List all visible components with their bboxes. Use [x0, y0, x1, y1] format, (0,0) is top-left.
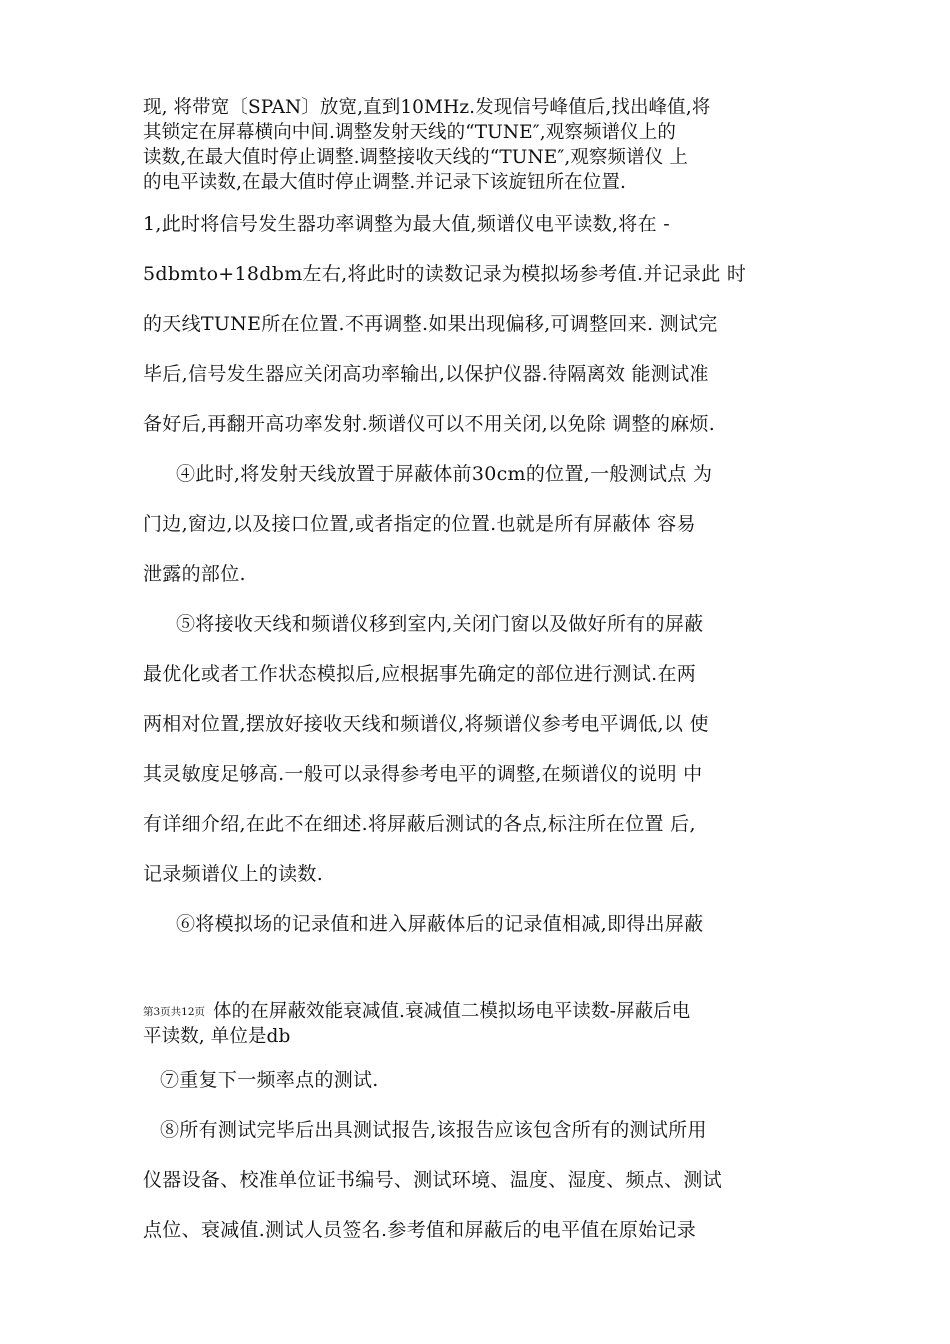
paragraph-5-line: 其灵敏度足够高.一般可以录得参考电平的调整,在频谱仪的说明 中 — [143, 763, 703, 785]
page-number-label: 第3页共12页 — [143, 1006, 206, 1018]
paragraph-7-line: ⑦重复下一频率点的测试. — [160, 1069, 379, 1091]
paragraph-4-line: ④此时,将发射天线放置于屏蔽体前30cm的位置,一般测试点 为 — [176, 463, 713, 485]
paragraph-4-line: 泄露的部位. — [143, 563, 246, 585]
text-line: 的天线TUNE所在位置.不再调整.如果出现偏移,可调整回来. 测试完 — [143, 313, 718, 335]
text-line: 毕后,信号发生器应关闭高功率输出,以保护仪器.待隔离效 能测试准 — [143, 363, 709, 385]
paragraph-8-line: 仪器设备、校准单位证书编号、测试环境、温度、湿度、频点、测试 — [143, 1169, 723, 1191]
text-line: 平读数, 单位是db — [143, 1026, 291, 1047]
text-line: 5dbmto+18dbm左右,将此时的读数记录为模拟场参考值.并记录此 时 — [143, 263, 747, 285]
paragraph-5-line: ⑤将接收天线和频谱仪移到室内,关闭门窗以及做好所有的屏蔽 — [176, 613, 704, 635]
paragraph-5-line: 两相对位置,摆放好接收天线和频谱仪,将频谱仪参考电平调低,以 使 — [143, 713, 709, 735]
text-line: 的电平读数,在最大值时停止调整.并记录下该旋钮所在位置. — [143, 172, 626, 193]
text-line: 1,此时将信号发生器功率调整为最大值,频谱仪电平读数,将在 - — [143, 213, 670, 235]
text-line: 现, 将带宽〔SPAN〕放宽,直到10MHz.发现信号峰值后,找出峰值,将 — [143, 97, 711, 118]
paragraph-8-line: 点位、衰减值.测试人员签名.参考值和屏蔽后的电平值在原始记录 — [143, 1219, 697, 1241]
page-footer-line — [143, 1000, 690, 1024]
text-line: 其锁定在屏幕横向中间.调整发射天线的“TUNE″,观察频谱仪上的 — [143, 122, 676, 143]
paragraph-4-line: 门边,窗边,以及接口位置,或者指定的位置.也就是所有屏蔽体 容易 — [143, 513, 696, 535]
paragraph-5-line: 记录频谱仪上的读数. — [143, 863, 324, 885]
paragraph-6-line: ⑥将模拟场的记录值和进入屏蔽体后的记录值相减,即得出屏蔽 — [176, 913, 704, 935]
paragraph-8-line: ⑧所有测试完毕后出具测试报告,该报告应该包含所有的测试所用 — [160, 1119, 707, 1141]
paragraph-5-line: 有详细介绍,在此不在细述.将屏蔽后测试的各点,标注所在位置 后, — [143, 813, 696, 835]
paragraph-5-line: 最优化或者工作状态模拟后,应根据事先确定的部位进行测试.在两 — [143, 663, 697, 685]
text-line: 体的在屏蔽效能衰减值.衰减值二模拟场电平读数-屏蔽后电 — [213, 1001, 691, 1022]
text-line: 读数,在最大值时停止调整.调整接收天线的“TUNE″,观察频谱仪 上 — [143, 147, 688, 168]
text-line: 备好后,再翻开高功率发射.频谱仪可以不用关闭,以免除 调整的麻烦. — [143, 413, 716, 435]
